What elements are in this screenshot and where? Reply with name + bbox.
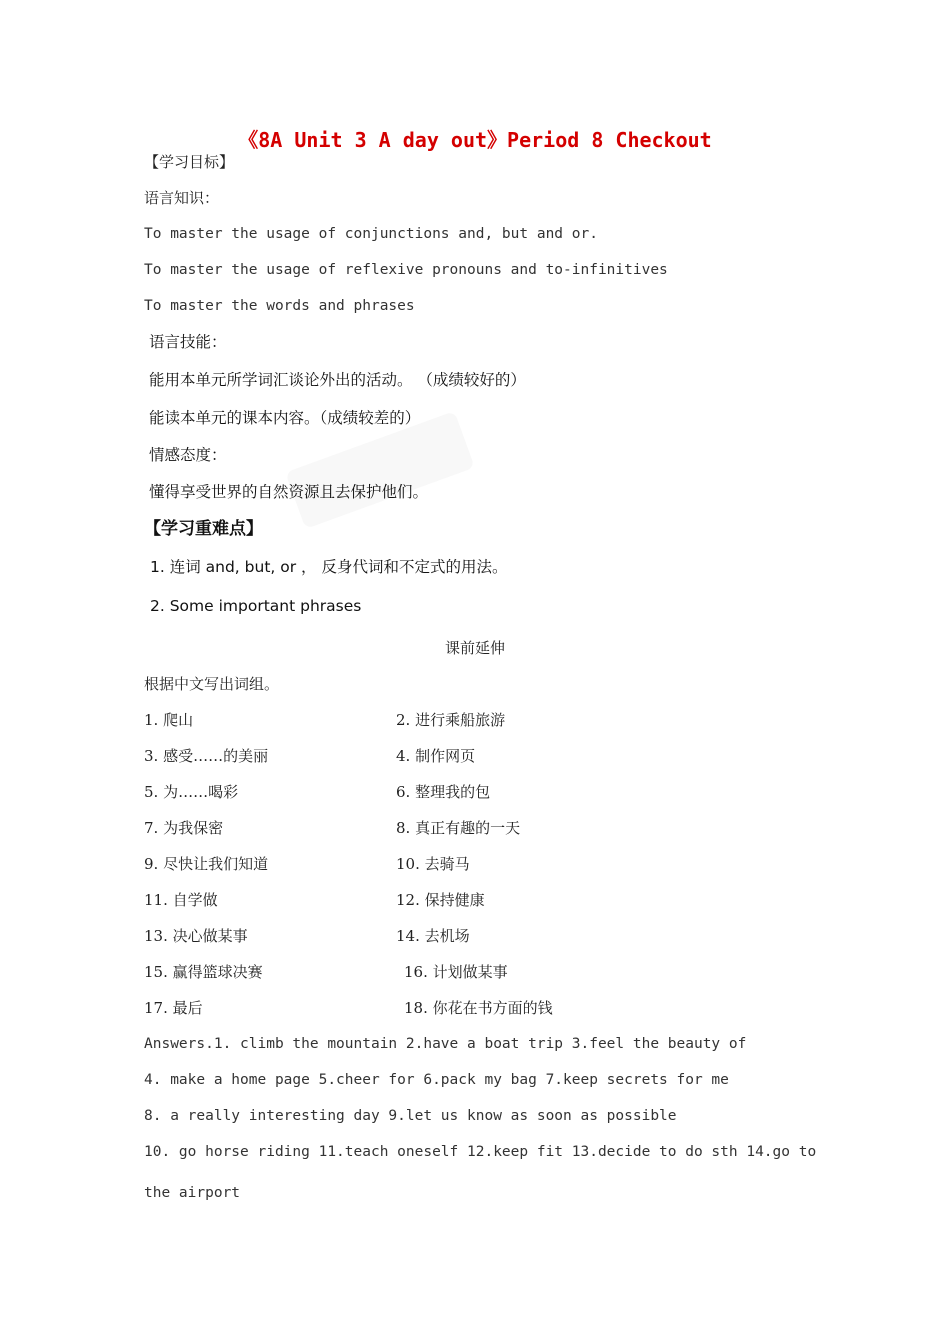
key-point: 1. 连词 and, but, or ， 反身代词和不定式的用法。 [150,558,508,576]
phrase-item: 1. 爬山 [144,711,194,729]
attitude-item: 懂得享受世界的自然资源且去保护他们。 [149,483,429,501]
phrase-item: 12. 保持健康 [396,891,485,909]
phrase-item: 2. 进行乘船旅游 [396,711,506,729]
knowledge-label: 语言知识： [144,189,220,207]
knowledge-item: To master the usage of conjunctions and, but and or. [144,226,598,242]
objectives-header: 【学习目标】 [144,153,235,171]
phrase-item: 15. 赢得篮球决赛 [144,963,263,981]
phrase-item: 16. 计划做某事 [404,963,508,981]
phrase-item: 13. 决心做某事 [144,927,248,945]
phrase-item: 17. 最后 [144,999,203,1017]
phrase-item: 18. 你花在书方面的钱 [404,999,553,1017]
section-title: 课前延伸 [444,639,505,657]
answer-line: the airport [144,1185,241,1201]
skills-label: 语言技能： [149,333,227,351]
knowledge-item: To master the words and phrases [144,298,415,314]
phrase-item: 9. 尽快让我们知道 [144,855,269,873]
phrase-item: 6. 整理我的包 [396,783,491,801]
skills-item: 能读本单元的课本内容。（成绩较差的） [149,409,421,427]
phrase-item: 5. 为……喝彩 [144,783,239,801]
answer-line: Answers.1. climb the mountain 2.have a boat trip 3.feel the beauty of [144,1036,747,1052]
phrase-item: 4. 制作网页 [396,747,476,765]
answer-line: 8. a really interesting day 9.let us know as soon as possible [144,1108,677,1124]
phrase-item: 8. 真正有趣的一天 [396,819,521,837]
document-title: 《8A Unit 3 A day out》Period 8 Checkout [238,128,712,152]
phrase-item: 10. 去骑马 [396,855,470,873]
key-points-header: 【学习重难点】 [144,519,263,539]
key-point: 2. Some important phrases [150,597,362,615]
phrase-item: 11. 自学做 [144,891,218,909]
attitude-label: 情感态度： [149,446,227,464]
phrase-item: 14. 去机场 [396,927,470,945]
knowledge-item: To master the usage of reflexive pronouns and to-infinitives [144,262,668,278]
instruction: 根据中文写出词组。 [144,675,280,693]
answer-line: 4. make a home page 5.cheer for 6.pack my bag 7.keep secrets for me [144,1072,729,1088]
phrase-item: 3. 感受……的美丽 [144,747,269,765]
answer-line: 10. go horse riding 11.teach oneself 12.keep fit 13.decide to do sth 14.go to [144,1144,817,1160]
phrase-item: 7. 为我保密 [144,819,224,837]
watermark [285,411,475,529]
skills-item: 能用本单元所学词汇谈论外出的活动。 （成绩较好的） [149,371,526,389]
